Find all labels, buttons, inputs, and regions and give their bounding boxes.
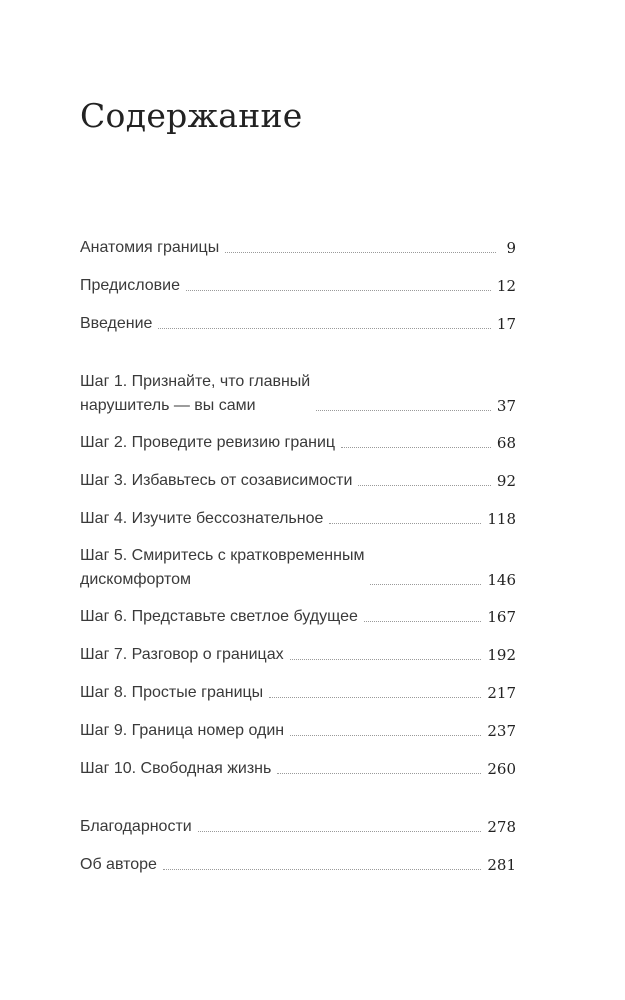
toc-entry-page: 192 <box>487 646 516 664</box>
toc-entry-title: Шаг 2. Проведите ревизию границ <box>80 434 336 451</box>
toc-entry[interactable] <box>80 605 516 629</box>
toc-entry-title: Шаг 1. Признайте, что главный нарушитель — вы сами <box>80 373 311 414</box>
toc-entry-title: Шаг 8. Простые границы <box>80 684 264 701</box>
toc-entry-title: Анатомия границы <box>80 239 220 256</box>
toc-dot-leader <box>158 328 490 329</box>
toc-entry-page: 237 <box>487 722 516 740</box>
toc-dot-leader <box>316 410 491 411</box>
toc-dot-leader <box>269 697 481 698</box>
toc-entry-page: 118 <box>487 510 516 528</box>
toc-entry-page: 260 <box>487 760 516 778</box>
toc-entry[interactable] <box>80 370 516 418</box>
toc-entry-title: Благодарности <box>80 818 192 835</box>
toc-dot-leader <box>225 252 496 253</box>
toc-entry-title: Шаг 10. Свободная жизнь <box>80 760 272 777</box>
toc-dot-leader <box>198 831 482 832</box>
toc-entry[interactable] <box>80 643 516 667</box>
page-title: Содержание <box>80 96 303 135</box>
toc-entry-page: 37 <box>496 397 516 415</box>
toc-dot-leader <box>163 869 481 870</box>
toc-entry-page: 167 <box>487 608 516 626</box>
toc-dot-leader <box>277 773 481 774</box>
toc-entry-page: 9 <box>506 239 516 257</box>
toc-entry[interactable] <box>80 312 516 336</box>
toc-entry-page: 217 <box>487 684 516 702</box>
toc-entry-page: 92 <box>496 472 516 490</box>
toc-entry-title: Шаг 6. Представьте светлое будущее <box>80 608 358 625</box>
toc-entry[interactable] <box>80 544 516 592</box>
toc-entry-title: Шаг 4. Изучите бессознательное <box>80 510 324 527</box>
toc-entry[interactable] <box>80 681 516 705</box>
toc-entry[interactable] <box>80 236 516 260</box>
toc-dot-leader <box>364 621 482 622</box>
toc-dot-leader <box>358 485 491 486</box>
toc-entry-page: 281 <box>487 856 516 874</box>
toc-entry[interactable] <box>80 274 516 298</box>
toc-dot-leader <box>341 447 491 448</box>
toc-entry-page: 68 <box>496 434 516 452</box>
toc-entry-page: 17 <box>496 315 516 333</box>
toc-entry[interactable] <box>80 431 516 455</box>
toc-entry-title: Шаг 9. Граница номер один <box>80 722 285 739</box>
toc-dot-leader <box>186 290 491 291</box>
toc-entry-page: 12 <box>496 277 516 295</box>
toc-entry-page: 278 <box>487 818 516 836</box>
toc-dot-leader <box>370 584 481 585</box>
toc-entry[interactable] <box>80 853 516 877</box>
toc-entry-title: Введение <box>80 315 153 332</box>
toc-entry-title: Шаг 7. Разговор о границах <box>80 646 284 663</box>
toc-dot-leader <box>329 523 481 524</box>
toc-entry[interactable] <box>80 815 516 839</box>
toc-entry-page: 146 <box>487 571 516 589</box>
toc-dot-leader <box>290 735 481 736</box>
toc-entry-title: Предисловие <box>80 277 180 294</box>
toc-dot-leader <box>290 659 482 660</box>
toc-entry[interactable] <box>80 469 516 493</box>
toc-entry-title: Шаг 3. Избавьтесь от созависимости <box>80 472 353 489</box>
toc-entry[interactable] <box>80 719 516 743</box>
toc-entry[interactable] <box>80 507 516 531</box>
toc-entry[interactable] <box>80 757 516 781</box>
toc-entry-title: Об авторе <box>80 856 157 873</box>
toc-entry-title: Шаг 5. Смиритесь с кратковременным дискомфортом <box>80 547 365 588</box>
